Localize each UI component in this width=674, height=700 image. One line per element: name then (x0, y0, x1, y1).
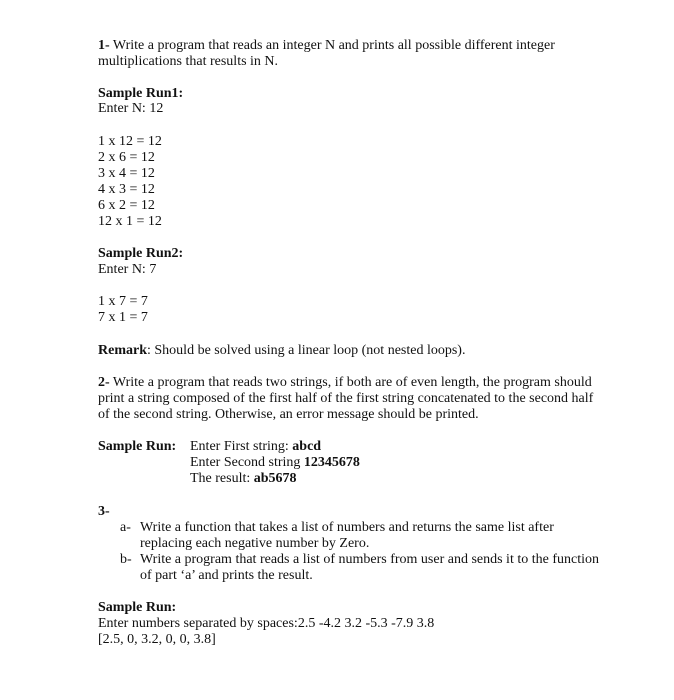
q3-sample-label: Sample Run: (98, 600, 177, 615)
q3-item-a-line2: replacing each negative number by Zero. (140, 536, 370, 551)
q1-run1-output: 4 x 3 = 12 (98, 182, 155, 197)
q1-run2-output: 7 x 1 = 7 (98, 310, 148, 325)
q3-item-b-line1: Write a program that reads a list of numbers from user and sends it to the function (140, 552, 599, 567)
q1-text-line1 (98, 38, 555, 54)
q2-text-line1 (98, 375, 592, 391)
q1-text: Write a program that reads an integer N and prints all possible different integer (112, 38, 555, 53)
q1-run2-output: 1 x 7 = 7 (98, 294, 148, 309)
q3-item-b-line2: of part ‘a’ and prints the result. (140, 568, 313, 583)
q1-run1-prompt: Enter N: 12 (98, 101, 164, 116)
q2-run-prefix: Enter Second string (190, 455, 304, 470)
q3-item-a-marker: a- (120, 520, 131, 535)
q2-text: Write a program that reads two strings, if both are of even length, the program should (112, 375, 592, 390)
q1-run1-heading: Sample Run1: (98, 86, 184, 101)
q2-run-value: abcd (292, 439, 322, 454)
q2-sample-label: Sample Run: (98, 439, 177, 454)
q2-text-line3: of the second string. Otherwise, an error message should be printed. (98, 407, 479, 422)
q2-run-prefix: The result: (190, 471, 254, 486)
q1-run1-output: 2 x 6 = 12 (98, 150, 155, 165)
q1-run1-output: 1 x 12 = 12 (98, 134, 162, 149)
q2-text-line2: print a string composed of the first half of the first string concatenated to the second half (98, 391, 594, 406)
q2-run-line1 (190, 439, 321, 455)
q3-item-a-line1: Write a function that takes a list of numbers and returns the same list after (140, 520, 554, 535)
q1-run2-prompt: Enter N: 7 (98, 262, 157, 277)
q3-item-b-marker: b- (120, 552, 132, 567)
q2-run-line3 (190, 471, 297, 487)
q1-number: 1- (98, 38, 110, 53)
remark-label: Remark (98, 343, 147, 358)
q3-input-line: Enter numbers separated by spaces:2.5 -4.2 3.2 -5.3 -7.9 3.8 (98, 616, 435, 631)
q3-output-line: [2.5, 0, 3.2, 0, 0, 3.8] (98, 632, 216, 647)
q2-run-line2 (190, 455, 360, 471)
q2-run-value: 12345678 (303, 455, 360, 470)
remark-text: : Should be solved using a linear loop (not nested loops). (147, 343, 466, 358)
q1-text-line2: multiplications that results in N. (98, 54, 279, 69)
q1-run1-output: 6 x 2 = 12 (98, 198, 155, 213)
q1-run1-output: 12 x 1 = 12 (98, 214, 162, 229)
q1-run2-heading: Sample Run2: (98, 246, 184, 261)
q2-run-prefix: Enter First string: (190, 439, 293, 454)
q2-number: 2- (98, 375, 110, 390)
q2-run-value: ab5678 (253, 471, 297, 486)
q1-run1-output: 3 x 4 = 12 (98, 166, 155, 181)
q3-number: 3- (98, 504, 110, 519)
q1-remark (98, 343, 465, 359)
